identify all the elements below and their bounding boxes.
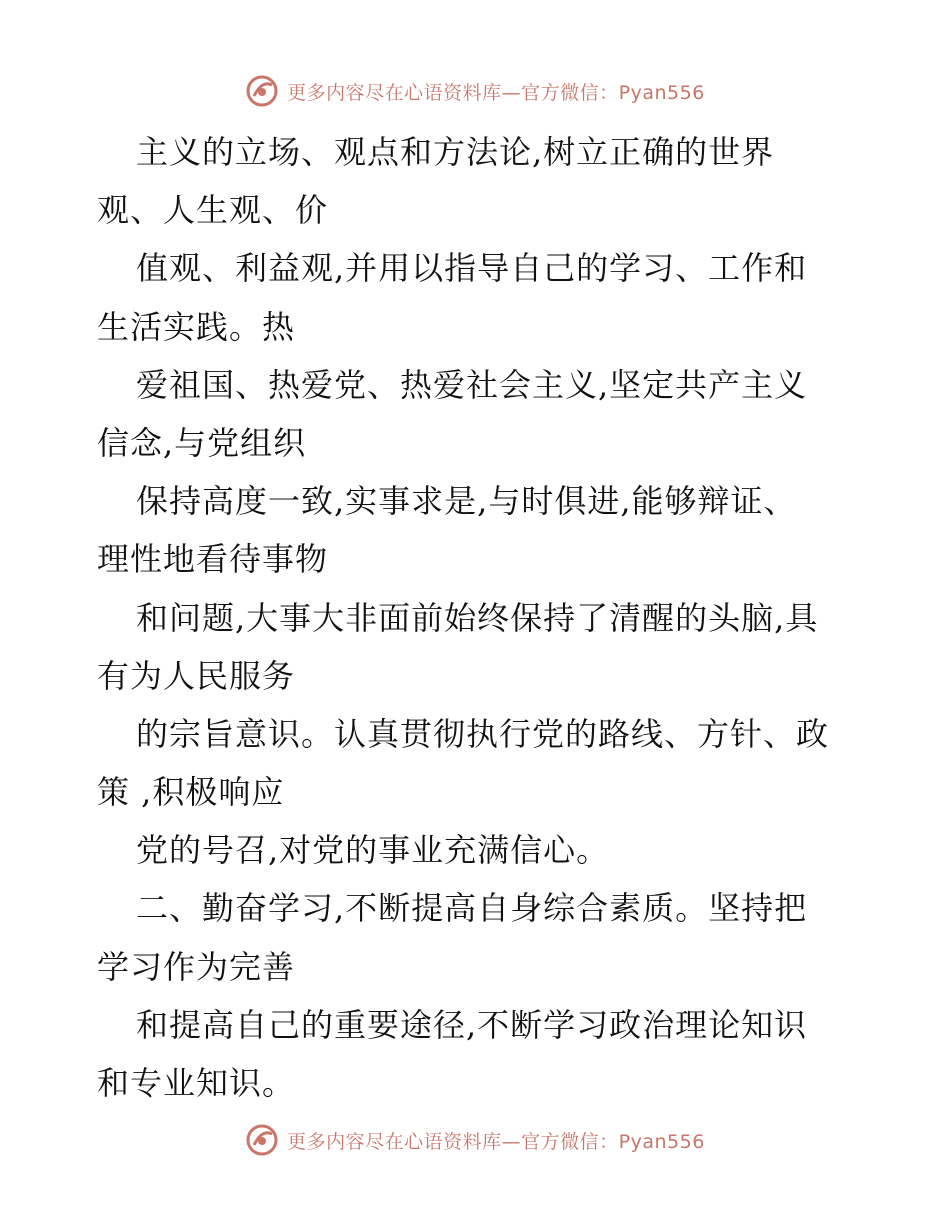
brand-logo-icon: [245, 74, 279, 108]
text-line-15: 学习作为完善: [97, 947, 296, 986]
header-watermark-text: 更多内容尽在心语资料库—官方微信：Pyan556: [287, 81, 705, 104]
text-line-8: 理性地看待事物: [97, 540, 329, 579]
text-line-10: 有为人民服务: [97, 656, 296, 695]
header-watermark-banner: [0, 71, 950, 111]
text-line-1: 主义的立场、观点和方法论,树立正确的世界: [136, 133, 775, 171]
text-line-3: 值观、利益观,并用以指导自己的学习、工作和: [136, 249, 808, 288]
text-line-6: 信念,与党组织: [97, 423, 307, 462]
text-line-7: 保持高度一致,实事求是,与时俱进,能够辩证、: [136, 482, 797, 521]
text-line-12: 策 ,积极响应: [97, 773, 285, 812]
footer-watermark-text: 更多内容尽在心语资料库—官方微信：Pyan556: [287, 1130, 705, 1153]
document-body: [97, 123, 897, 1112]
text-line-13: 党的号召,对党的事业充满信心。: [136, 831, 610, 870]
text-line-4: 生活实践。热: [97, 307, 296, 346]
brand-logo-icon: [245, 1123, 279, 1157]
text-line-5: 爱祖国、热爱党、热爱社会主义,坚定共产主义: [136, 365, 808, 404]
text-line-2: 观、人生观、价: [97, 191, 329, 230]
text-line-11: 的宗旨意识。认真贯彻执行党的路线、方针、政: [136, 714, 830, 753]
text-line-14: 二、勤奋学习,不断提高自身综合素质。坚持把: [136, 889, 808, 928]
text-line-9: 和问题,大事大非面前始终保持了清醒的头脑,具: [136, 598, 819, 637]
footer-watermark-banner: [0, 1120, 950, 1160]
text-line-16: 和提高自己的重要途径,不断学习政治理论知识: [136, 1005, 808, 1044]
text-line-17: 和专业知识。: [97, 1064, 296, 1102]
